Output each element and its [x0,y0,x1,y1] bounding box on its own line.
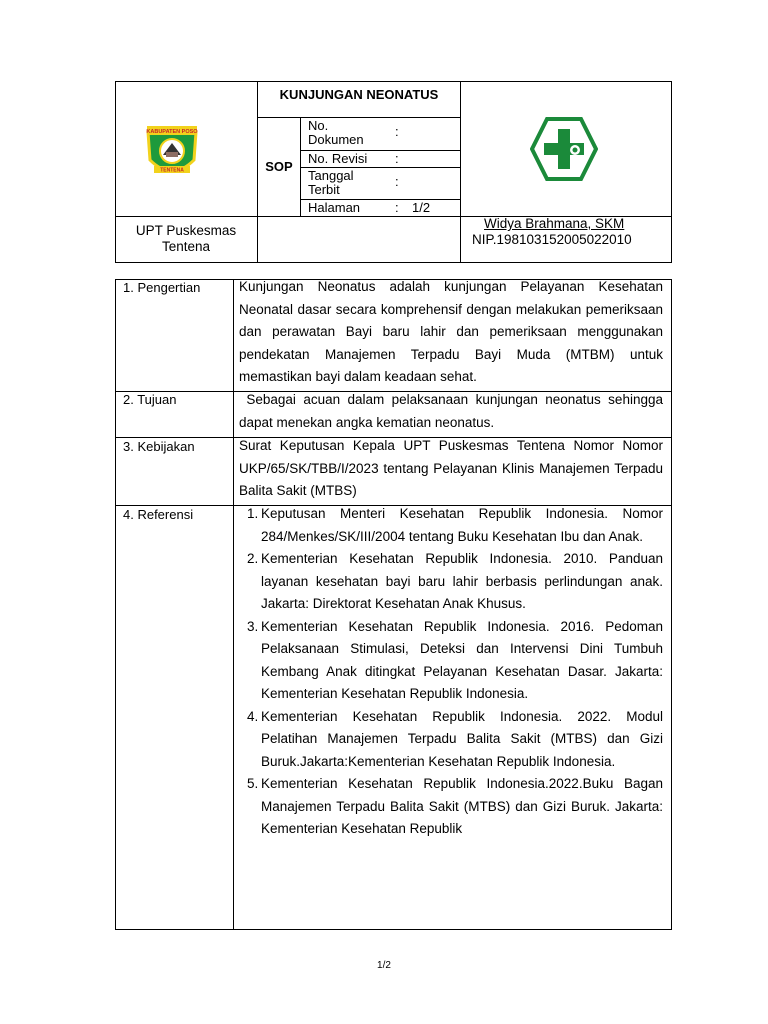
field-tanggal-terbit-sep: : [395,174,399,189]
section-pengertian-label: 1. Pengertian [123,280,201,295]
health-cross-logo [530,116,598,182]
reference-number: 3. [247,618,259,634]
sop-label: SOP [265,159,293,174]
section-pengertian-text: Kunjungan Neonatus adalah kunjungan Pelayanan Kesehatan Neonatal dasar secara komprehensif dengan melakukan pemeriksaan dan perawatan Bayi baru lahir dan pemeriksaan menggunakan pendekatan Manajemen Terpadu Bayi Muda (MTBM) untuk memastikan bayi dalam keadaan sehat. [239,279,663,384]
field-no-revisi-sep: : [395,151,399,166]
reference-item [239,503,663,548]
reference-text: Keputusan Menteri Kesehatan Republik Indonesia. Nomor 284/Menkes/SK/III/2004 tentang Buku Kesehatan Ibu dan Anak. [261,506,663,544]
section-kebijakan-text: Surat Keputusan Kepala UPT Puskesmas Tentena Nomor Nomor UKP/65/SK/TBB/I/2023 tentang Pelayanan Klinis Manajemen Terpadu Balita Sakit (MTBS) [239,438,663,498]
section-tujuan-label: 2. Tujuan [123,392,177,407]
field-no-dokumen-sep: : [395,124,399,139]
section-tujuan-text: Sebagai acuan dalam pelaksanaan kunjungan neonatus sehingga dapat menekan angka kematian neonatus. [239,392,667,430]
reference-text: Kementerian Kesehatan Republik Indonesia. 2010. Panduan layanan kesehatan bayi baru lahir berbasis perlindungan anak. Jakarta: Direktorat Kesehatan Anak Khusus. [261,551,663,611]
reference-text: Kementerian Kesehatan Republik Indonesia.2022.Buku Bagan Manajemen Terpadu Balita Sakit (MTBS) dan Gizi Buruk. Jakarta: Kementerian Kesehatan Republik [261,776,663,836]
field-no-dokumen-label: No. Dokumen [308,118,364,147]
district-logo [144,124,200,180]
document-title: KUNJUNGAN NEONATUS [279,87,439,102]
logo-text: KABUPATEN POSO [146,129,198,135]
field-no-revisi-label: No. Revisi [308,151,368,166]
logo-sub: TENTENA [160,167,184,174]
reference-item [239,706,663,774]
reference-text: Kementerian Kesehatan Republik Indonesia. 2022. Modul Pelatihan Manajemen Terpadu Balita Sakit (MTBS) dan Gizi Buruk.Jakarta:Kementerian Kesehatan Republik Indonesia. [261,708,663,769]
signer-nip: NIP.198103152005022010 [472,232,632,247]
reference-item [239,548,663,616]
reference-text: Kementerian Kesehatan Republik Indonesia. 2016. Pedoman Pelaksanaan Stimulasi, Deteksi dan Intervensi Dini Tumbuh Kembang Anak ditingkat Pelayanan Kesehatan Dasar. Jakarta: Kementerian Kesehatan Republik Indonesia. [261,618,663,701]
institution-name: UPT Puskesmas Tentena [135,223,237,254]
field-halaman-value: 1/2 [412,200,431,215]
page-number: 1/2 [377,960,391,971]
section-referensi-label: 4. Referensi [123,507,194,522]
signer-name: Widya Brahmana, SKM [484,216,625,231]
reference-list [239,503,663,841]
reference-number: 4. [247,708,259,724]
field-halaman-sep: : [395,200,399,215]
section-kebijakan-label: 3. Kebijakan [123,439,195,454]
field-tanggal-terbit-label: Tanggal Terbit [308,168,354,197]
reference-number: 5. [247,776,259,791]
reference-item [239,773,663,841]
reference-item [239,616,663,706]
field-halaman-label: Halaman [308,200,361,215]
reference-number: 1. [247,506,259,521]
reference-number: 2. [247,551,259,566]
